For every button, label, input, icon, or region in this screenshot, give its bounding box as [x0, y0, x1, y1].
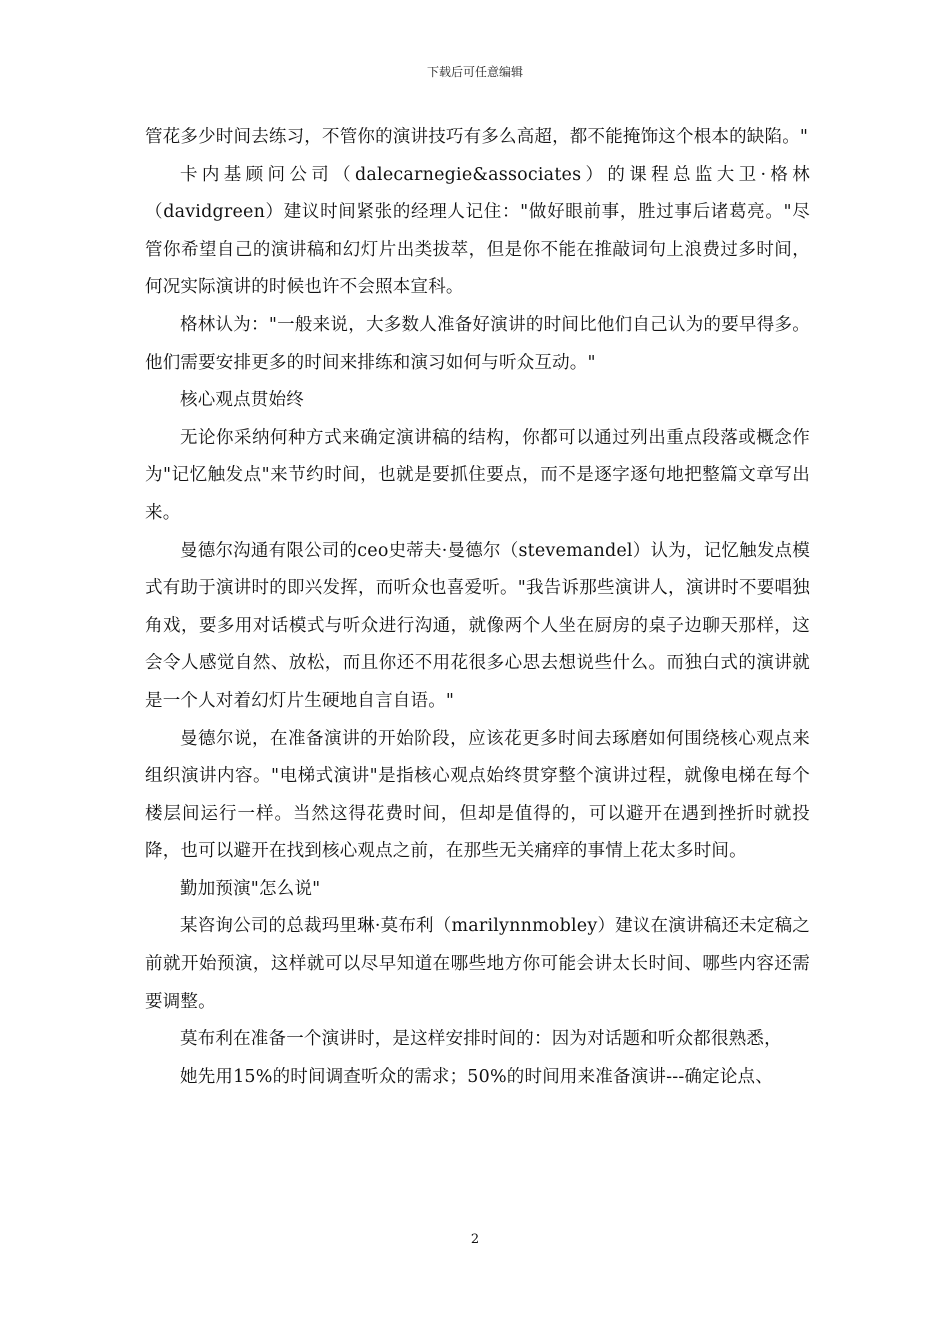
section-heading: 核心观点贯始终 [180, 390, 304, 411]
page-header: 下载后可任意编辑 [426, 65, 523, 79]
paragraph: 莫布利在准备一个演讲时，是这样安排时间的：因为对话题和听众都很熟悉， [180, 1029, 782, 1050]
paragraph-continuation: 管花多少时间去练习，不管你的演讲技巧有多么高超，都不能掩饰这个根本的缺陷。" [145, 127, 809, 147]
section-heading: 勤加预演"怎么说" [180, 878, 321, 899]
paragraph: 格林认为："一般来说，大多数人准备好演讲的时间比他们自己认为的要早得多。他们需要安排更多的时间来排练和演习如何与听众互动。" [145, 314, 810, 373]
paragraph: 她先用15%的时间调查听众的需求；50%的时间用来准备演讲---确定论点、 [180, 1066, 773, 1087]
paragraph: 曼德尔沟通有限公司的ceo史蒂夫·曼德尔（stevemandel）认为，记忆触发点模式有助于演讲时的即兴发挥，而听众也喜爱听。"我告诉那些演讲人，演讲时不要唱独角戏，要多用对话模式与听众进行沟通，就像两个人坐在厨房的桌子边聊天那样，这会令人感觉自然、放松，而且你还不用花很多心思去想说些什么。而独白式的演讲就是一个人对着幻灯片生硬地自言自语。" [145, 540, 810, 711]
page-number: 2 [470, 1232, 480, 1247]
paragraph: 曼德尔说，在准备演讲的开始阶段，应该花更多时间去琢磨如何围绕核心观点来组织演讲内容。"电梯式演讲"是指核心观点始终贯穿整个演讲过程，就像电梯在每个楼层间运行一样。当然这得花费时间，但却是值得的，可以避开在遇到挫折时就投降，也可以避开在找到核心观点之前，在那些无关痛痒的事情上花太多时间。 [145, 728, 810, 862]
document-body [145, 119, 810, 1096]
paragraph: 卡内基顾问公司（dalecarnegie&associates）的课程总监大卫·格林（davidgreen）建议时间紧张的经理人记住："做好眼前事，胜过事后诸葛亮。"尽管你希望自己的演讲稿和幻灯片出类拔萃，但是你不能在推敲词句上浪费过多时间，何况实际演讲的时候也许不会照本宣科。 [145, 164, 810, 298]
paragraph: 无论你采纳何种方式来确定演讲稿的结构，你都可以通过列出重点段落或概念作为"记忆触发点"来节约时间，也就是要抓住要点，而不是逐字逐句地把整篇文章写出来。 [145, 427, 810, 523]
paragraph: 某咨询公司的总裁玛里琳·莫布利（marilynnmobley）建议在演讲稿还未定稿之前就开始预演，这样就可以尽早知道在哪些地方你可能会讲太长时间、哪些内容还需要调整。 [145, 916, 810, 1012]
